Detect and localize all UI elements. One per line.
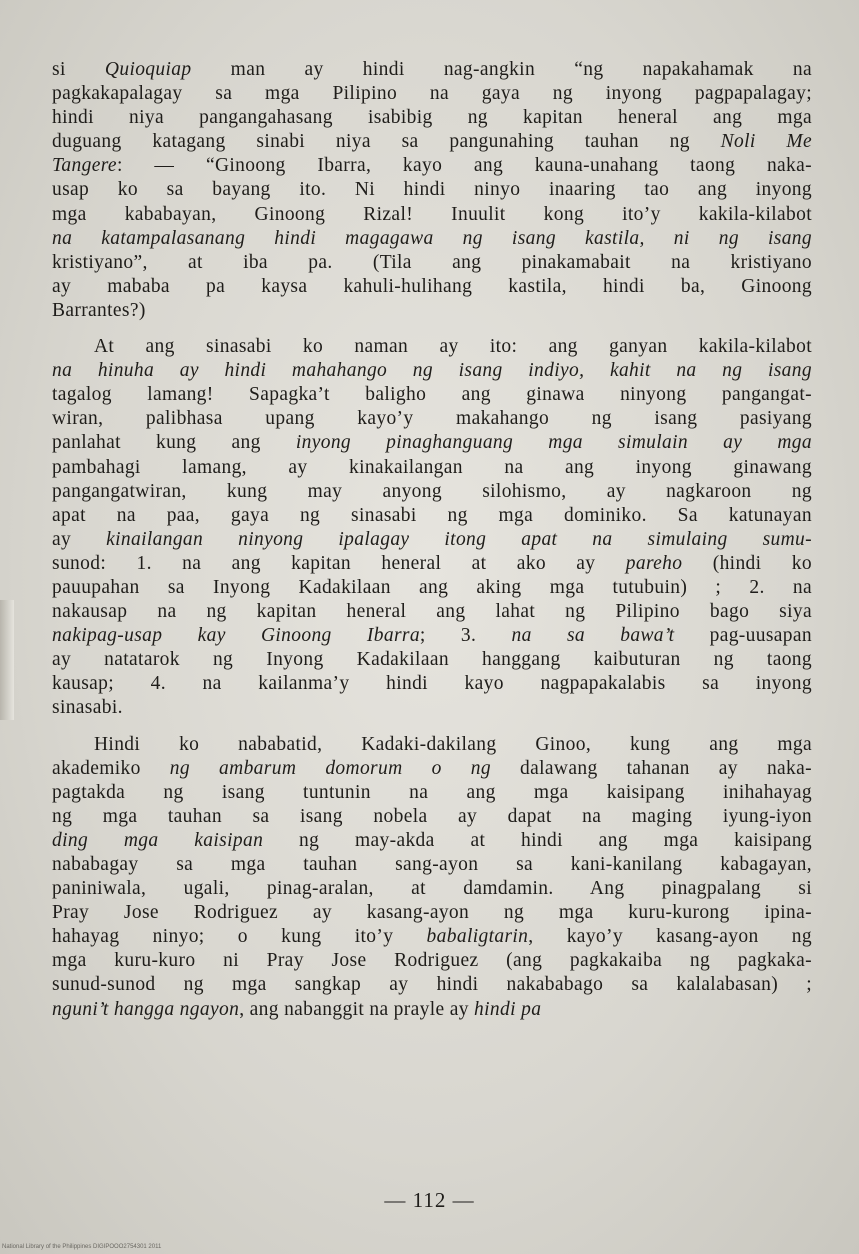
italic-text-run: pareho	[625, 552, 683, 574]
text-run: nakausap na ng kapitan heneral ang lahat ng Pilipino bago siya	[52, 601, 812, 623]
text-line	[52, 299, 812, 323]
text-run: dalawang tahanan ay naka-	[490, 757, 812, 779]
text-line	[52, 853, 812, 877]
text-line	[52, 359, 812, 383]
text-run: pagkakapalagay sa mga Pilipino na gaya ng inyong pagpapalagay;	[52, 83, 812, 105]
text-line	[52, 275, 812, 299]
text-run: kausap; 4. na kailanma’y hindi kayo nagpapakalabis sa inyong	[52, 673, 812, 695]
text-run: kristiyano”, at iba pa. (Tila ang pinakamabait na kristiyano	[52, 251, 812, 273]
text-run: ng may-akda at hindi ang mga kaisipang	[263, 829, 812, 851]
text-run: ay natatarok ng Inyong Kadakilaan hanggang kaibuturan ng taong	[52, 649, 812, 671]
text-line	[52, 998, 812, 1022]
text-run: pangangatwiran, kung may anyong silohismo, ay nagkaroon ng	[52, 480, 812, 502]
text-run: pauupahan sa Inyong Kadakilaan ang aking mga tutubuin) ; 2. na	[52, 576, 812, 598]
text-line	[52, 781, 812, 805]
text-line	[52, 925, 812, 949]
text-line	[52, 757, 812, 781]
text-line	[52, 949, 812, 973]
paragraph	[52, 733, 812, 1022]
text-line	[52, 805, 812, 829]
text-run: akademiko	[52, 757, 170, 779]
text-run: pagtakda ng isang tuntunin na ang mga kaisipang inihahayag	[52, 781, 812, 803]
italic-text-run: babaligtarin	[426, 926, 529, 948]
text-run: nababagay sa mga tauhan sang-ayon sa kani-kanilang kabagayan,	[52, 854, 812, 875]
text-line	[52, 154, 812, 178]
text-run: sinasabi.	[52, 697, 123, 719]
text-run: apat na paa, gaya ng sinasabi ng mga dominiko. Sa katunayan	[52, 504, 812, 526]
text-line	[52, 130, 812, 154]
text-run: man ay hindi nag-angkin “ng napakahamak na	[191, 59, 812, 80]
text-run: At ang sinasabi ko naman ay ito: ang ganyan kakila-kilabot	[94, 336, 812, 358]
text-run: ay	[52, 528, 107, 550]
text-line	[52, 251, 812, 275]
italic-text-run: Noli Me	[720, 131, 812, 153]
text-line	[52, 901, 812, 925]
italic-text-run: na sa bawa’t	[511, 625, 675, 647]
paragraph-gap	[52, 323, 812, 335]
text-line	[52, 624, 812, 648]
text-line	[52, 973, 812, 997]
text-line	[52, 733, 812, 757]
text-line	[52, 58, 812, 82]
text-run: pag-uusapan	[674, 625, 813, 647]
text-run: (hindi ko	[682, 552, 812, 574]
text-line	[52, 335, 812, 359]
text-line	[52, 672, 812, 696]
paragraph	[52, 335, 812, 721]
text-run: , ang nabanggit na prayle ay	[239, 998, 475, 1020]
text-line	[52, 480, 812, 504]
text-line	[52, 407, 812, 431]
page-spine-shadow	[0, 600, 14, 720]
text-run: pambahagi lamang, ay kinakailangan na ang inyong ginawang	[52, 456, 812, 478]
text-run: sunod: 1. na ang kapitan heneral at ako ay	[52, 552, 626, 574]
italic-text-run: na katampalasanang hindi magagawa ng isang kastila, ni ng isang	[52, 227, 812, 249]
text-line	[52, 696, 812, 720]
italic-text-run: ng ambarum domorum o ng	[169, 757, 491, 779]
paragraph	[52, 58, 812, 323]
text-run: ng mga tauhan sa isang nobela ay dapat na maging iyung-iyon	[52, 805, 812, 827]
text-run: tagalog lamang! Sapagka’t baligho ang ginawa ninyong pangangat-	[52, 384, 812, 406]
text-run: usap ko sa bayang ito. Ni hindi ninyo inaaring tao ang inyong	[52, 179, 812, 201]
italic-text-run: kinailangan ninyong ipalagay itong apat na simulaing sumu-	[106, 528, 812, 550]
text-run: Barrantes?)	[52, 299, 146, 321]
text-line	[52, 456, 812, 480]
text-line	[52, 648, 812, 672]
italic-text-run: ding mga kaisipan	[52, 829, 264, 851]
text-run: hahayag ninyo; o kung ito’y	[52, 926, 427, 948]
text-run: Hindi ko nababatid, Kadaki-dakilang Ginoo, kung ang mga	[94, 733, 812, 755]
text-run: ; 3.	[419, 625, 512, 647]
text-line	[52, 82, 812, 106]
text-run: panlahat kung ang	[52, 432, 296, 454]
text-run: : — “Ginoong Ibarra, kayo ang kauna-unahang taong naka-	[116, 155, 812, 177]
text-line	[52, 504, 812, 528]
text-run: mga kuru-kuro ni Pray Jose Rodriguez (ang pagkakaiba ng pagkaka-	[52, 950, 812, 972]
text-run: hindi niya pangangahasang isabibig ng kapitan heneral ang mga	[52, 107, 812, 129]
text-run: ay mababa pa kaysa kahuli-hulihang kastila, hindi ba, Ginoong	[52, 275, 812, 297]
text-line	[52, 576, 812, 600]
page-body-text	[52, 58, 812, 1022]
text-run: Pray Jose Rodriguez ay kasang-ayon ng mga kuru-kurong ipina-	[52, 902, 812, 924]
text-line	[52, 528, 812, 552]
text-line	[52, 203, 812, 227]
italic-text-run: Quioquiap	[104, 59, 192, 80]
italic-text-run: nakipag-usap kay Ginoong Ibarra	[52, 625, 420, 647]
italic-text-run: Tangere	[52, 155, 117, 177]
text-line	[52, 227, 812, 251]
text-line	[52, 431, 812, 455]
text-run: duguang katagang sinabi niya sa pangunahing tauhan ng	[52, 131, 721, 153]
text-line	[52, 178, 812, 202]
page-number: — 112 —	[384, 1188, 475, 1212]
text-line	[52, 600, 812, 624]
scan-footer-credit: National Library of the Philippines DIGIPOOO2754301 2011	[2, 1244, 162, 1250]
text-line	[52, 552, 812, 576]
text-run: wiran, palibhasa upang kayo’y makahango ng isang pasiyang	[52, 408, 812, 430]
italic-text-run: hindi pa	[474, 998, 542, 1020]
italic-text-run: nguni’t hangga ngayon	[52, 998, 240, 1020]
text-run: sunud-sunod ng mga sangkap ay hindi nakababago sa kalalabasan) ;	[52, 974, 812, 996]
text-run: si	[52, 59, 105, 80]
paragraph-gap	[52, 721, 812, 733]
text-line	[52, 383, 812, 407]
text-line	[52, 877, 812, 901]
text-run: mga kababayan, Ginoong Rizal! Inuulit kong ito’y kakila-kilabot	[52, 203, 812, 225]
text-run: , kayo’y kasang-ayon ng	[528, 926, 812, 948]
italic-text-run: na hinuha ay hindi mahahango ng isang indiyo, kahit na ng isang	[52, 360, 812, 382]
text-run: paniniwala, ugali, pinag-aralan, at damdamin. Ang pinagpalang si	[52, 878, 812, 900]
text-line	[52, 106, 812, 130]
italic-text-run: inyong pinaghanguang mga simulain ay mga	[295, 432, 812, 454]
text-line	[52, 829, 812, 853]
